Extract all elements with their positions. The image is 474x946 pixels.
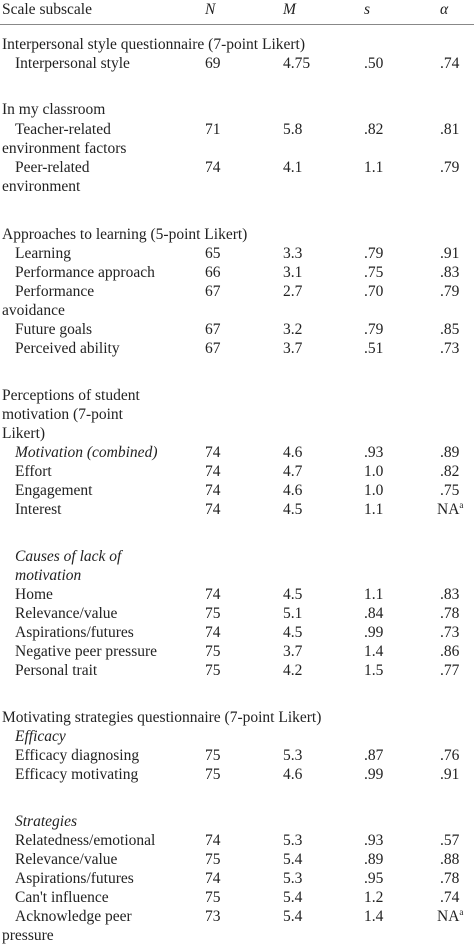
table-row-continued: environment factors <box>2 140 127 157</box>
section-title: Perceptions of student <box>2 387 140 404</box>
table-row: Negative peer pressure 75 3.7 1.4 .86 <box>15 643 460 660</box>
section-title-continued: Likert) <box>2 425 46 442</box>
table-row: Perceived ability 67 3.7 .51 .73 <box>15 340 460 357</box>
subsection-title: Strategies <box>15 813 77 830</box>
table-row: Acknowledge peer 73 5.4 1.4 $NA^a$ <box>15 906 464 925</box>
section-title: In my classroom <box>2 101 106 118</box>
table-row: Interpersonal style 69 4.75 .50 .74 <box>15 55 460 72</box>
table-header <box>0 0 474 20</box>
table-row-continued: environment <box>2 178 81 195</box>
table-row: Personal trait 75 4.2 1.5 .77 <box>15 662 460 679</box>
table-row: Performance 67 2.7 .70 .79 <box>15 283 460 300</box>
section-title-continued: motivation (7-point <box>2 406 123 423</box>
table-row-continued: avoidance <box>2 302 65 319</box>
header-divider <box>0 24 474 25</box>
header-alpha: α <box>440 1 449 18</box>
table-row: Peer-related 74 4.1 1.1 .79 <box>15 159 460 176</box>
table-row: Efficacy motivating 75 4.6 .99 .91 <box>15 766 460 783</box>
table-row: Relevance/value 75 5.4 .89 .88 <box>15 851 460 868</box>
subsection-title: Efficacy <box>15 728 66 745</box>
table-row: Aspirations/futures 74 5.3 .95 .78 <box>15 870 460 887</box>
table-row: Aspirations/futures 74 4.5 .99 .73 <box>15 624 460 641</box>
table-row: Future goals 67 3.2 .79 .85 <box>15 321 460 338</box>
table-row: Effort 74 4.7 1.0 .82 <box>15 463 460 480</box>
section-title: Approaches to learning (5-point Likert) <box>2 226 248 243</box>
table-row: Can't influence 75 5.4 1.2 .74 <box>15 889 460 906</box>
table-row: Relatedness/emotional 74 5.3 .93 .57 <box>15 832 460 849</box>
footnote-marker: a <box>459 499 464 510</box>
header-s: s <box>364 1 371 18</box>
table-row: Engagement 74 4.6 1.0 .75 <box>15 482 460 499</box>
table-row: Performance approach 66 3.1 .75 .83 <box>15 264 460 281</box>
table-row: Motivation (combined) 74 4.6 .93 .89 <box>15 444 460 461</box>
table-row: Efficacy diagnosing 75 5.3 .87 .76 <box>15 747 460 764</box>
section-title: Interpersonal style questionnaire (7-point Likert) <box>2 36 306 53</box>
table-row: Interest 74 4.5 1.1 $NA^a$ <box>15 499 464 518</box>
table-row: Home 74 4.5 1.1 .83 <box>15 586 460 603</box>
section-title: Causes of lack of <box>15 548 122 565</box>
table-row-continued: pressure <box>2 927 54 944</box>
section-title: Motivating strategies questionnaire (7-point Likert) <box>2 709 322 726</box>
table-row: Teacher-related 71 5.8 .82 .81 <box>15 121 460 138</box>
section-title-continued: motivation <box>15 567 82 584</box>
header-subscale: Scale subscale <box>2 1 92 18</box>
table-row: Relevance/value 75 5.1 .84 .78 <box>15 605 460 622</box>
footnote-marker: a <box>459 906 464 917</box>
header-m: M <box>283 1 296 18</box>
table-row: Learning 65 3.3 .79 .91 <box>15 245 460 262</box>
header-n: N <box>205 1 216 18</box>
